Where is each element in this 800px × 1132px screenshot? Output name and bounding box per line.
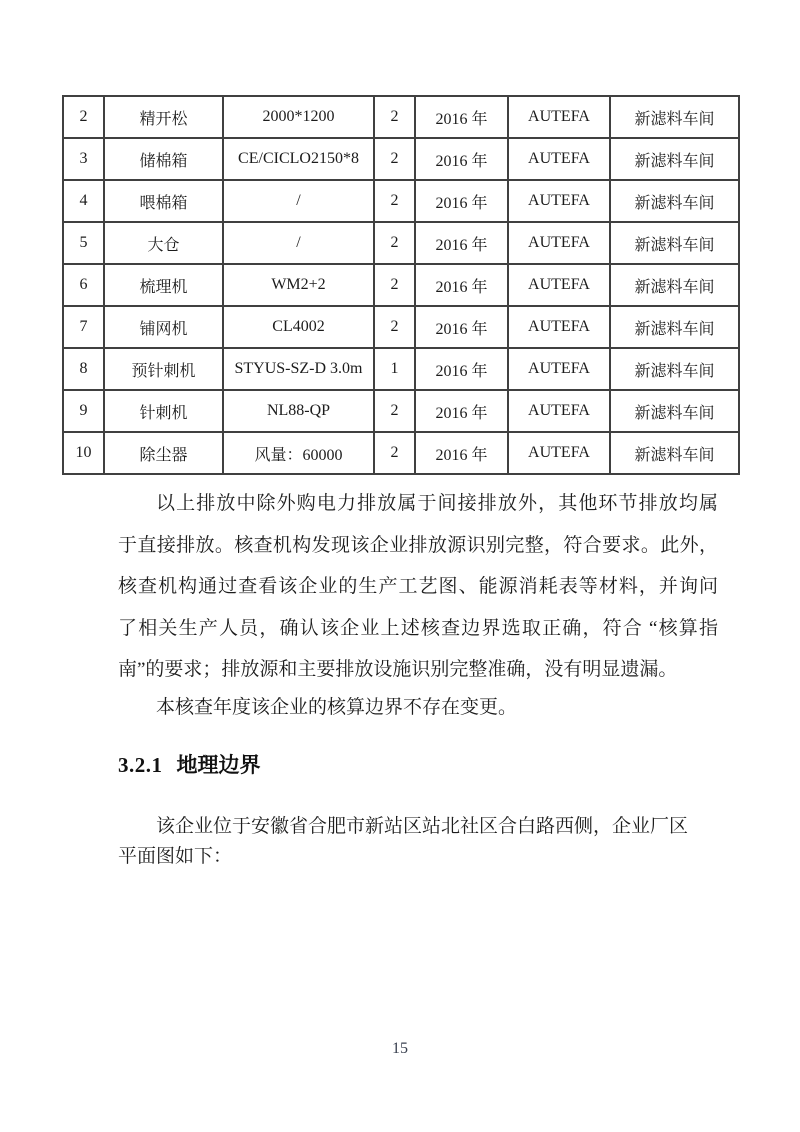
table-cell: 2 bbox=[63, 96, 104, 138]
table-cell: 新滤料车间 bbox=[610, 264, 739, 306]
table-row bbox=[63, 96, 739, 138]
table-cell: 2016 年 bbox=[415, 348, 508, 390]
paragraph-emission-boundary bbox=[118, 483, 718, 691]
table-cell: / bbox=[223, 180, 374, 222]
text-line: 了相关生产人员，确认该企业上述核查边界选取正确，符合 “核算指 bbox=[118, 617, 718, 639]
table-cell: 2016 年 bbox=[415, 264, 508, 306]
table-cell: 2016 年 bbox=[415, 96, 508, 138]
table-cell: 2016 年 bbox=[415, 432, 508, 474]
table-cell: AUTEFA bbox=[508, 138, 610, 180]
text-line: 该企业位于安徽省合肥市新站区站北社区合白路西侧，企业厂区 bbox=[156, 816, 689, 837]
section-heading-geographic-boundary bbox=[118, 750, 261, 780]
table-row bbox=[63, 432, 739, 474]
table-cell: 2 bbox=[374, 138, 415, 180]
table-cell: 1 bbox=[374, 348, 415, 390]
table-cell: AUTEFA bbox=[508, 348, 610, 390]
table-cell: 9 bbox=[63, 390, 104, 432]
table-cell: AUTEFA bbox=[508, 222, 610, 264]
table-cell: STYUS-SZ-D 3.0m bbox=[223, 348, 374, 390]
table-row bbox=[63, 222, 739, 264]
table-cell: 2016 年 bbox=[415, 180, 508, 222]
table-cell: 新滤料车间 bbox=[610, 96, 739, 138]
table-row bbox=[63, 180, 739, 222]
text-line: 以上排放中除外购电力排放属于间接排放外，其他环节排放均属 bbox=[156, 493, 718, 514]
paragraph-no-boundary-change bbox=[118, 687, 718, 729]
table-cell: 2 bbox=[374, 432, 415, 474]
table-cell: 风量：60000 bbox=[223, 432, 374, 474]
table-cell: AUTEFA bbox=[508, 180, 610, 222]
table-cell: CE/CICLO2150*8 bbox=[223, 138, 374, 180]
table-cell: 2 bbox=[374, 96, 415, 138]
table-cell: NL88-QP bbox=[223, 390, 374, 432]
table-cell: 7 bbox=[63, 306, 104, 348]
table-cell: 新滤料车间 bbox=[610, 432, 739, 474]
table-cell: AUTEFA bbox=[508, 390, 610, 432]
table-cell: 新滤料车间 bbox=[610, 390, 739, 432]
table-cell: 新滤料车间 bbox=[610, 348, 739, 390]
table-cell: 8 bbox=[63, 348, 104, 390]
table-cell: 新滤料车间 bbox=[610, 222, 739, 264]
table-cell: 新滤料车间 bbox=[610, 138, 739, 180]
table-cell: 3 bbox=[63, 138, 104, 180]
table-cell: 2016 年 bbox=[415, 390, 508, 432]
table-row bbox=[63, 138, 739, 180]
table-cell: AUTEFA bbox=[508, 306, 610, 348]
equipment-table bbox=[62, 95, 740, 475]
table-cell: 喂棉箱 bbox=[104, 180, 223, 222]
text-line: 平面图如下： bbox=[118, 846, 233, 867]
table-cell: 10 bbox=[63, 432, 104, 474]
table-cell: 2000*1200 bbox=[223, 96, 374, 138]
table-row bbox=[63, 264, 739, 306]
table-cell: CL4002 bbox=[223, 306, 374, 348]
table-row bbox=[63, 306, 739, 348]
table-cell: 新滤料车间 bbox=[610, 306, 739, 348]
text-line: 南”的要求；排放源和主要排放设施识别完整准确，没有明显遗漏。 bbox=[118, 659, 678, 680]
table-cell: 2016 年 bbox=[415, 138, 508, 180]
table-cell: 2016 年 bbox=[415, 222, 508, 264]
table-cell: / bbox=[223, 222, 374, 264]
table-cell: 大仓 bbox=[104, 222, 223, 264]
table-cell: 2016 年 bbox=[415, 306, 508, 348]
table-cell: 2 bbox=[374, 222, 415, 264]
text-line: 本核查年度该企业的核算边界不存在变更。 bbox=[156, 697, 518, 718]
table-row bbox=[63, 348, 739, 390]
text-line: 于直接排放。核查机构发现该企业排放源识别完整，符合要求。此外， bbox=[118, 534, 718, 556]
table-cell: 储棉箱 bbox=[104, 138, 223, 180]
table-cell: WM2+2 bbox=[223, 264, 374, 306]
table-cell: AUTEFA bbox=[508, 264, 610, 306]
page-number: 15 bbox=[392, 1040, 408, 1057]
table-cell: 铺网机 bbox=[104, 306, 223, 348]
table-cell: 梳理机 bbox=[104, 264, 223, 306]
section-number: 3.2.1 bbox=[118, 753, 163, 777]
equipment-table-body bbox=[63, 96, 739, 474]
table-cell: AUTEFA bbox=[508, 432, 610, 474]
table-cell: 2 bbox=[374, 180, 415, 222]
table-cell: 新滤料车间 bbox=[610, 180, 739, 222]
section-title: 地理边界 bbox=[176, 753, 261, 777]
table-cell: 2 bbox=[374, 390, 415, 432]
paragraph-company-location bbox=[118, 812, 718, 872]
table-cell: 2 bbox=[374, 264, 415, 306]
table-cell: 针刺机 bbox=[104, 390, 223, 432]
text-line: 核查机构通过查看该企业的生产工艺图、能源消耗表等材料，并询问 bbox=[118, 576, 718, 597]
table-cell: 4 bbox=[63, 180, 104, 222]
table-cell: 除尘器 bbox=[104, 432, 223, 474]
table-row bbox=[63, 390, 739, 432]
table-cell: 6 bbox=[63, 264, 104, 306]
table-cell: 预针刺机 bbox=[104, 348, 223, 390]
table-cell: 精开松 bbox=[104, 96, 223, 138]
table-cell: AUTEFA bbox=[508, 96, 610, 138]
table-cell: 5 bbox=[63, 222, 104, 264]
table-cell: 2 bbox=[374, 306, 415, 348]
